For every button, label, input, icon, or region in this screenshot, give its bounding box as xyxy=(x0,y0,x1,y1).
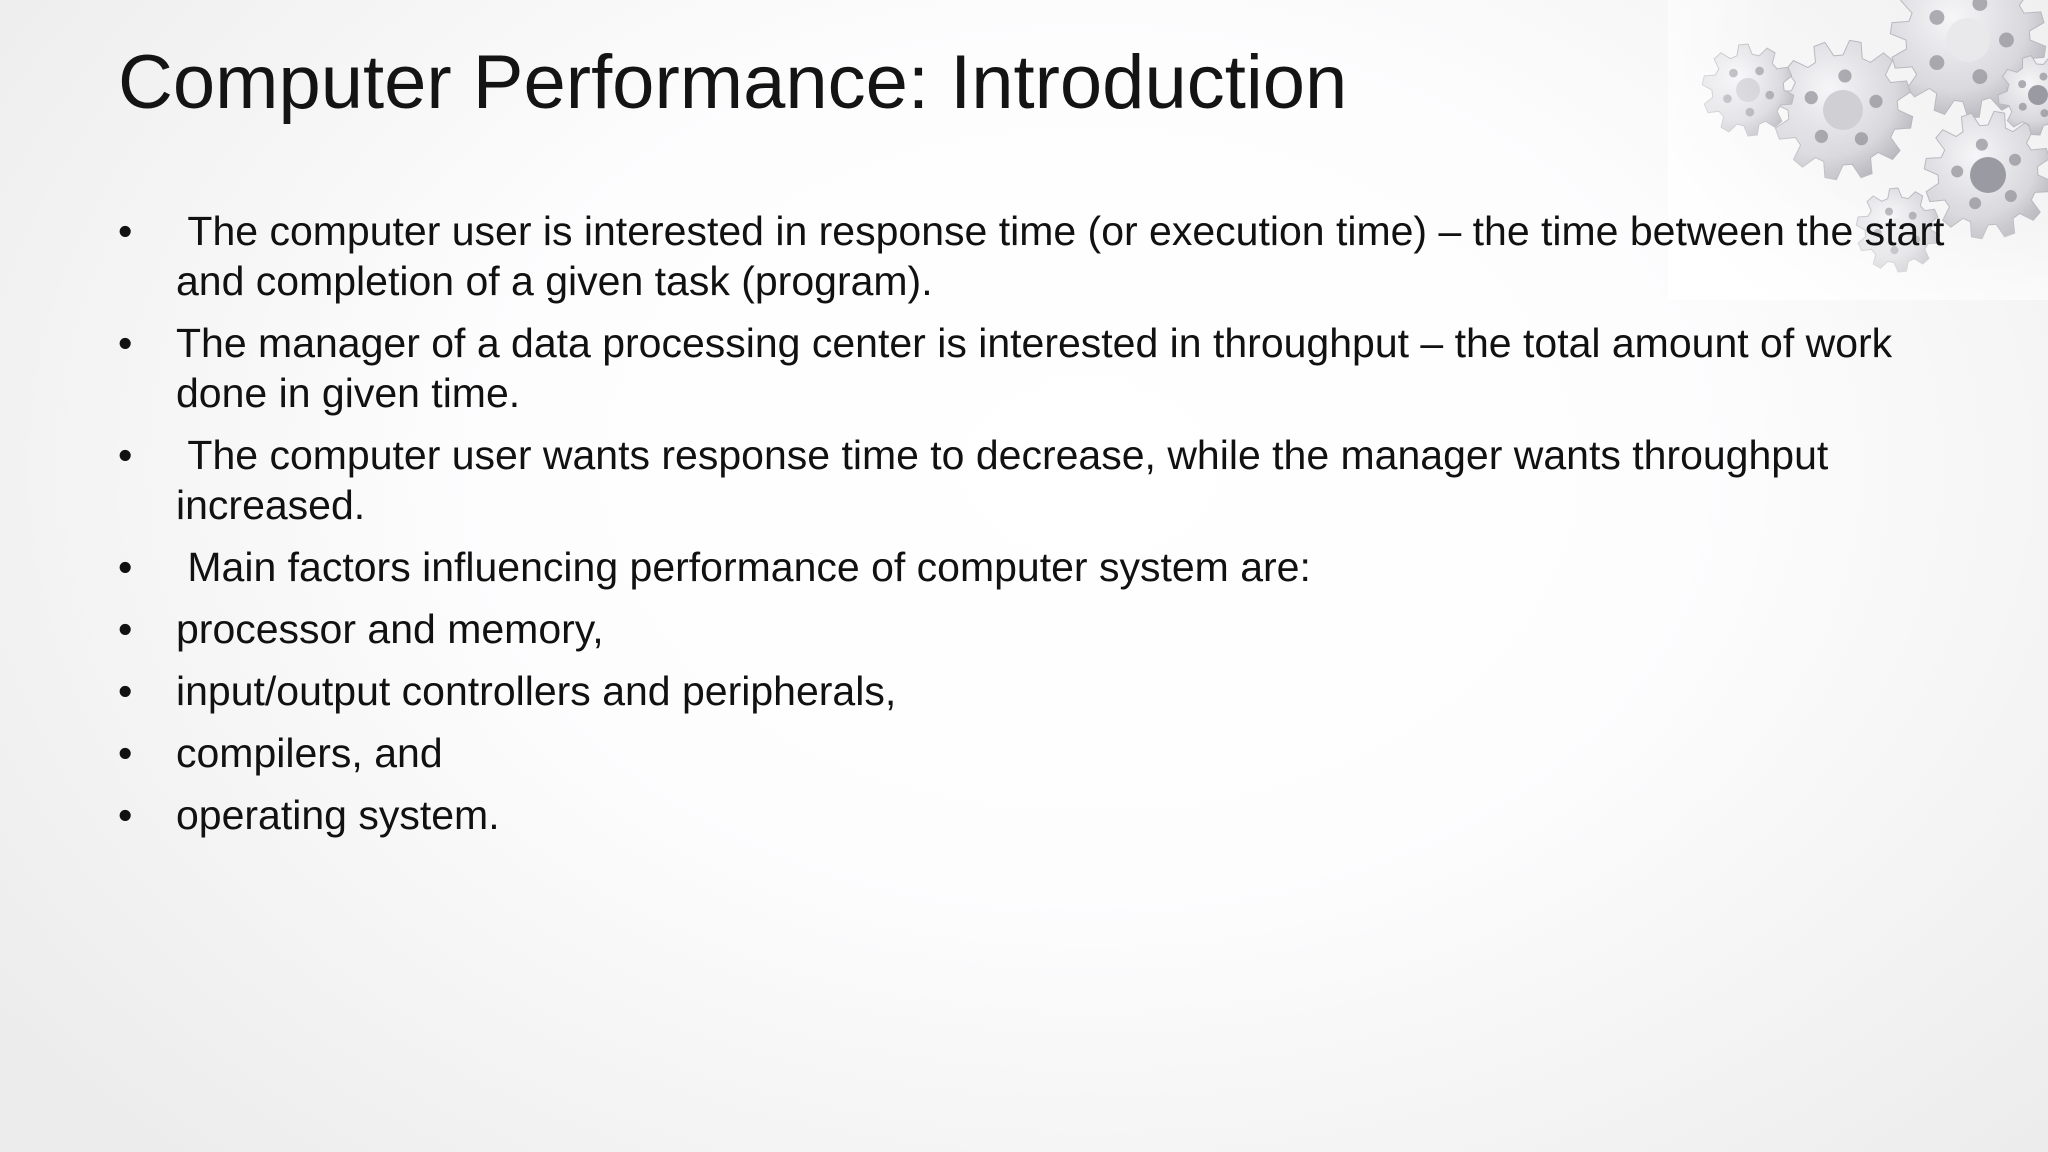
bullet-item xyxy=(118,206,1956,306)
bullet-icon: • xyxy=(118,208,133,254)
bullet-text: The manager of a data processing center is interested in throughput – the total amount of work done in given time. xyxy=(176,320,1904,416)
bullet-item xyxy=(118,430,1948,530)
bullet-text: Main factors influencing performance of computer system are: xyxy=(176,544,1311,590)
bullet-item xyxy=(118,666,1948,716)
bullet-icon: • xyxy=(118,606,133,652)
bullet-list xyxy=(118,206,1956,852)
bullet-item xyxy=(118,790,1948,840)
bullet-item xyxy=(118,728,1948,778)
bullet-text: processor and memory, xyxy=(176,606,604,652)
bullet-icon: • xyxy=(118,320,133,366)
slide-title: Computer Performance: Introduction xyxy=(118,40,1348,125)
bullet-icon: • xyxy=(118,668,133,714)
bullet-item xyxy=(118,542,1948,592)
bullet-text: operating system. xyxy=(176,792,500,838)
bullet-text: input/output controllers and peripherals, xyxy=(176,668,897,714)
bullet-icon: • xyxy=(118,730,133,776)
bullet-item xyxy=(118,604,1948,654)
bullet-text: compilers, and xyxy=(176,730,443,776)
bullet-icon: • xyxy=(118,432,133,478)
bullet-item xyxy=(118,318,1948,418)
bullet-icon: • xyxy=(118,792,133,838)
bullet-text: The computer user is interested in response time (or execution time) – the time between the start and completion of a given task (program). xyxy=(176,208,1956,304)
bullet-icon: • xyxy=(118,544,133,590)
bullet-text: The computer user wants response time to decrease, while the manager wants throughput increased. xyxy=(176,432,1840,528)
